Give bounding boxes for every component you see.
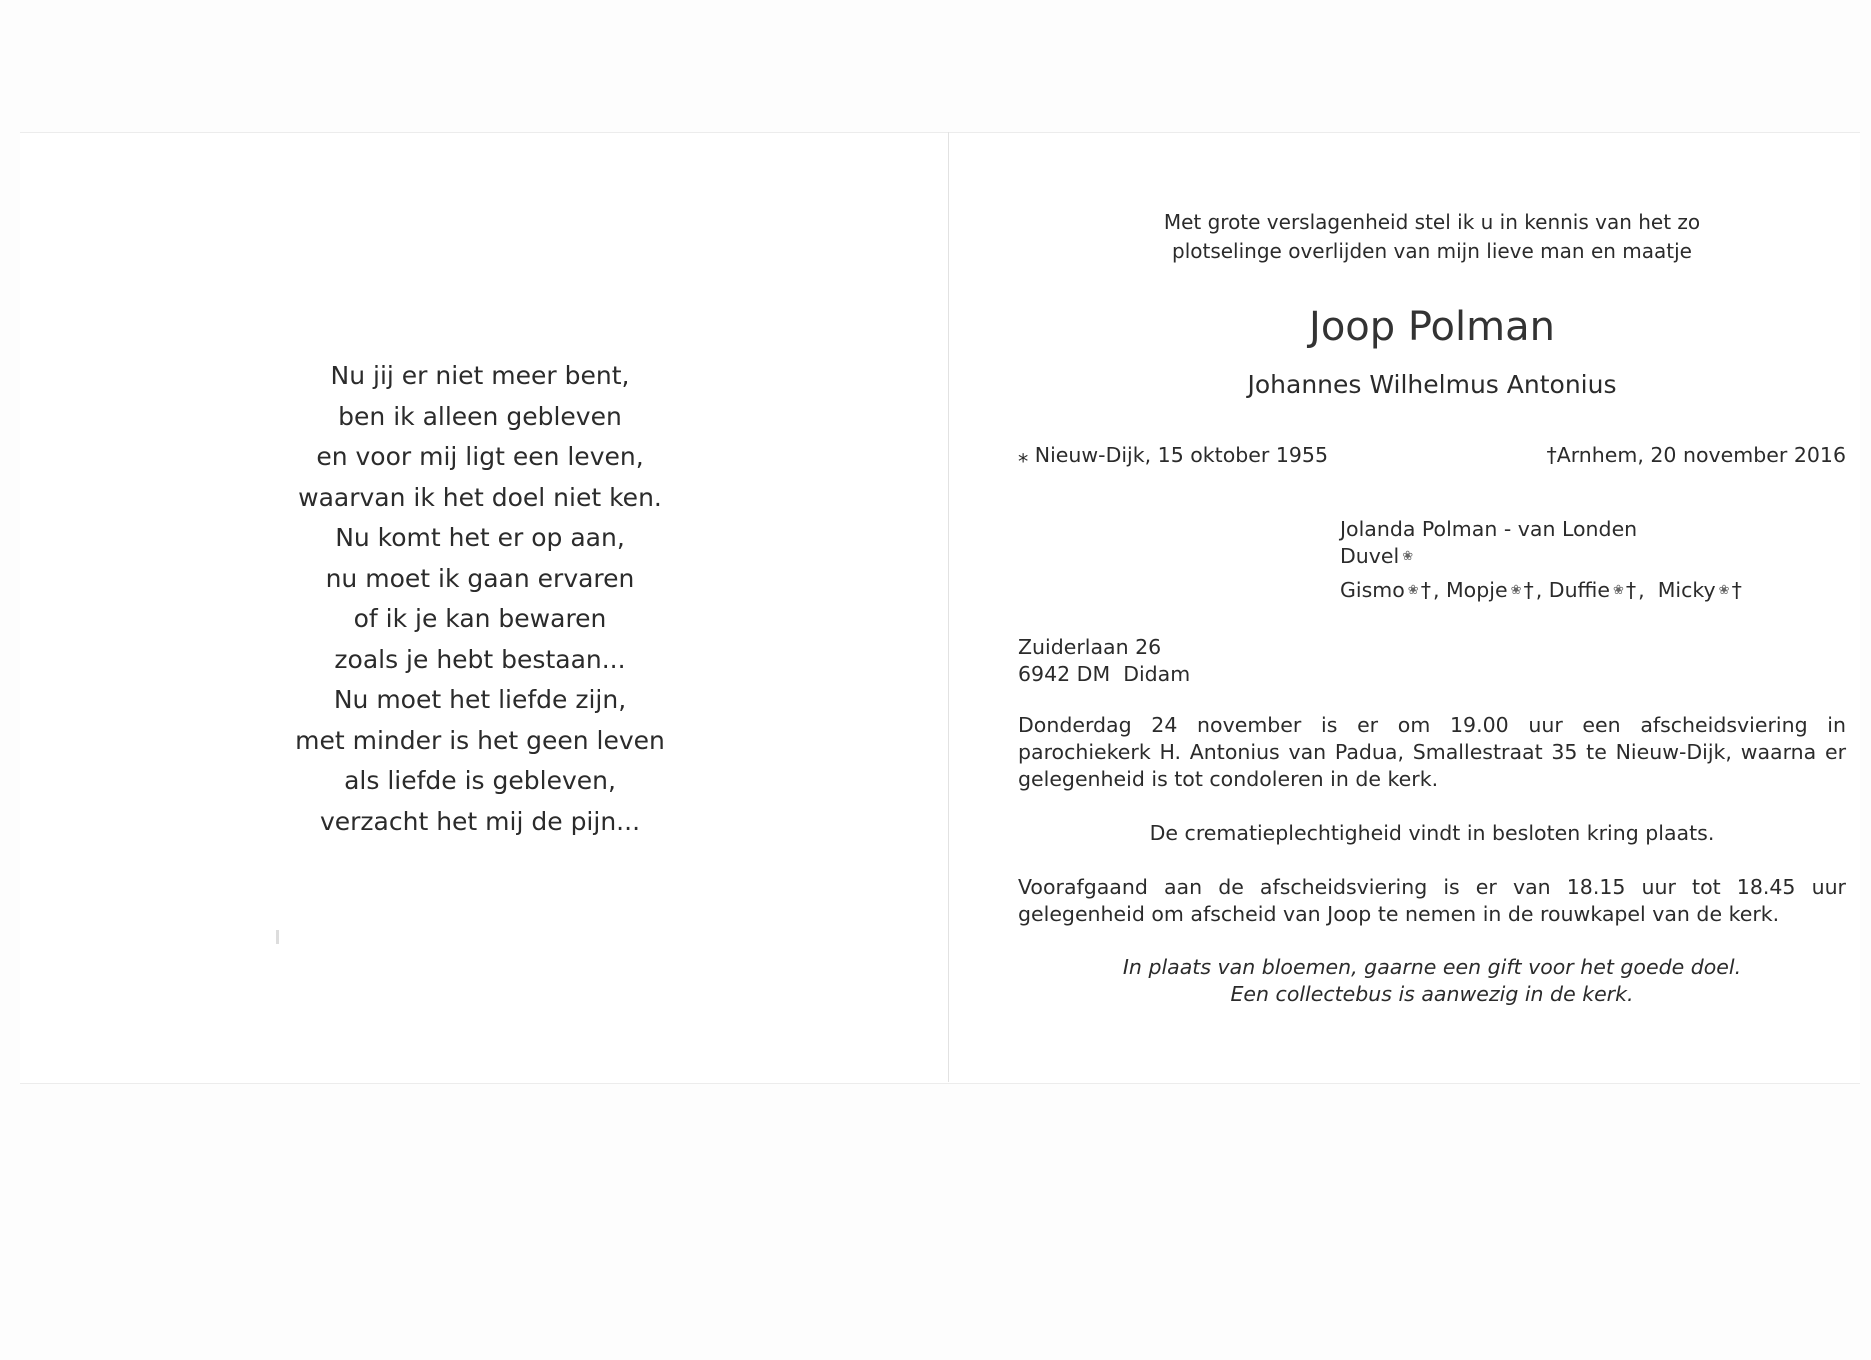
poem-line: Nu jij er niet meer bent, bbox=[330, 361, 630, 390]
intro-line: Met grote verslagenheid stel ik u in kennis van het zo bbox=[1163, 210, 1701, 234]
pet-name: Duvel bbox=[1340, 544, 1400, 568]
cremation-paragraph: De crematieplechtigheid vindt in besloten kring plaats. bbox=[1149, 821, 1715, 845]
separator: , bbox=[1432, 578, 1440, 602]
paw-icon: ❀ bbox=[1402, 549, 1414, 564]
pets-line-1 bbox=[1340, 543, 1744, 570]
pet-name: Mopje bbox=[1446, 578, 1508, 602]
cross-icon: † bbox=[1420, 578, 1431, 602]
separator: , bbox=[1638, 578, 1645, 602]
closing-line: Een collectebus is aanwezig in de kerk. bbox=[1230, 982, 1634, 1006]
pet-name: Micky bbox=[1657, 578, 1716, 602]
separator: , bbox=[1535, 578, 1543, 602]
cross-icon: † bbox=[1625, 578, 1637, 602]
card-fold-line bbox=[948, 132, 949, 1082]
closing-note bbox=[1018, 954, 1846, 1008]
closing-line: In plaats van bloemen, gaarne een gift voor het goede doel. bbox=[1122, 955, 1742, 979]
pet-name: Duffie bbox=[1548, 578, 1610, 602]
birth-star-icon: ⁎ bbox=[1018, 443, 1029, 467]
poem-line: nu moet ik gaan ervaren bbox=[325, 563, 635, 593]
intro-text bbox=[1018, 208, 1846, 266]
poem-line: zoals je hebt bestaan... bbox=[334, 644, 626, 674]
poem-line: waarvan ik het doel niet ken. bbox=[298, 482, 662, 512]
poem-line: Nu komt het er op aan, bbox=[335, 523, 625, 552]
paper-speck bbox=[276, 930, 279, 944]
birth-info bbox=[1018, 442, 1328, 469]
poem-line: als liefde is gebleven, bbox=[344, 766, 616, 795]
death-text: Arnhem, 20 november 2016 bbox=[1556, 443, 1846, 467]
paw-icon: ❀ bbox=[1613, 583, 1624, 598]
death-cross-icon: † bbox=[1546, 443, 1557, 467]
address-block bbox=[1018, 634, 1190, 688]
ceremony-paragraph: Donderdag 24 november is er om 19.00 uur een afscheidsviering in parochiekerk H. Antonius van Padua, Smallestraat 35 te Nieuw-Dijk, waarna er gelegenheid is tot condoleren in de kerk. bbox=[1018, 713, 1846, 791]
poem-line: verzacht het mij de pijn... bbox=[319, 806, 641, 836]
poem-line: en voor mij ligt een leven, bbox=[316, 442, 644, 471]
poem bbox=[240, 356, 720, 842]
farewell-paragraph: Voorafgaand aan de afscheidsviering is er van 18.15 uur tot 18.45 uur gelegenheid om afscheid van Joop te nemen in de rouwkapel van de kerk. bbox=[1018, 875, 1846, 926]
spouse-name: Jolanda Polman - van Londen bbox=[1340, 517, 1638, 541]
birth-text: Nieuw-Dijk, 15 oktober 1955 bbox=[1034, 443, 1328, 467]
poem-line: met minder is het geen leven bbox=[295, 725, 665, 755]
poem-line: Nu moet het liefde zijn, bbox=[333, 685, 627, 714]
family-block bbox=[1340, 516, 1744, 604]
poem-line: ben ik alleen gebleven bbox=[338, 401, 622, 431]
death-info bbox=[1546, 442, 1846, 469]
cross-icon: † bbox=[1523, 578, 1534, 602]
poem-line: of ik je kan bewaren bbox=[353, 604, 607, 633]
intro-line: plotselinge overlijden van mijn lieve man en maatje bbox=[1172, 239, 1692, 263]
pets-line-2 bbox=[1340, 577, 1744, 604]
deceased-full-name: Johannes Wilhelmus Antonius bbox=[1247, 370, 1617, 399]
paw-icon: ❀ bbox=[1407, 583, 1419, 598]
address-street: Zuiderlaan 26 bbox=[1018, 635, 1162, 659]
pet-name: Gismo bbox=[1340, 578, 1405, 602]
paw-icon: ❀ bbox=[1718, 583, 1730, 598]
address-city: 6942 DM Didam bbox=[1018, 662, 1191, 686]
paw-icon: ❀ bbox=[1510, 583, 1522, 598]
cross-icon: † bbox=[1731, 578, 1742, 602]
deceased-name: Joop Polman bbox=[1309, 304, 1555, 350]
